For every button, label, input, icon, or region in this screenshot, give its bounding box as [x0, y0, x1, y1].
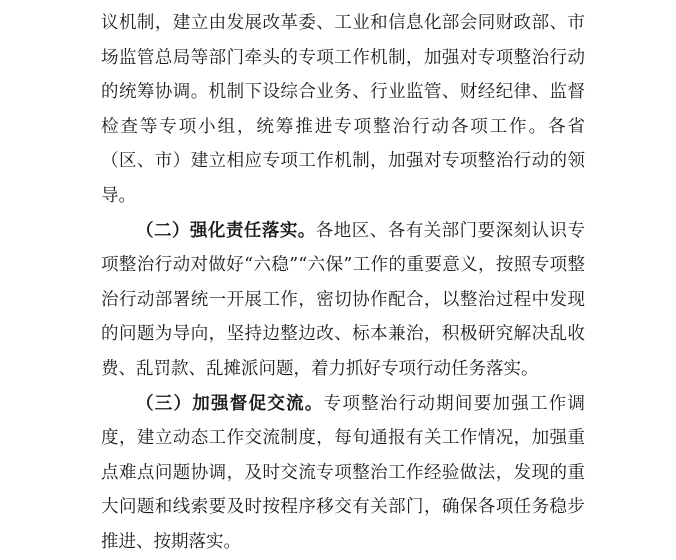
paragraph-supervision: [101, 387, 585, 560]
paragraph-work-mechanism: [101, 6, 585, 214]
paragraph-text: 议机制，建立由发展改革委、工业和信息化部会同财政部、市场监管总局等部门牵头的专项工作机制，加强对专项整治行动的统筹协调。机制下设综合业务、行业监管、财经纪律、监督检查等专项小组，统筹推进专项整治行动各项工作。各省（区、市）建立相应专项工作机制，加强对专项整治行动的领导。: [101, 13, 585, 206]
paragraph-text: 专项整治行动期间要加强工作调度，建立动态工作交流制度，每旬通报有关工作情况，加强重点难点问题协调，及时交流专项整治工作经验做法，发现的重大问题和线索要及时按程序移交有关部门，确保各项任务稳步推进、按期落实。: [101, 393, 585, 552]
section-heading: （二）强化责任落实。: [136, 220, 316, 241]
document-body: [101, 6, 585, 560]
section-heading: （三）加强督促交流。: [136, 393, 324, 414]
paragraph-text: 各地区、各有关部门要深刻认识专项整治行动对做好“六稳”“六保”工作的重要意义，按照专项整治行动部署统一开展工作，密切协作配合，以整治过程中发现的问题为导向，坚持边整边改、标本兼治，积极研究解决乱收费、乱罚款、乱摊派问题，着力抓好专项行动任务落实。: [101, 220, 586, 379]
paragraph-responsibility: [101, 214, 585, 387]
